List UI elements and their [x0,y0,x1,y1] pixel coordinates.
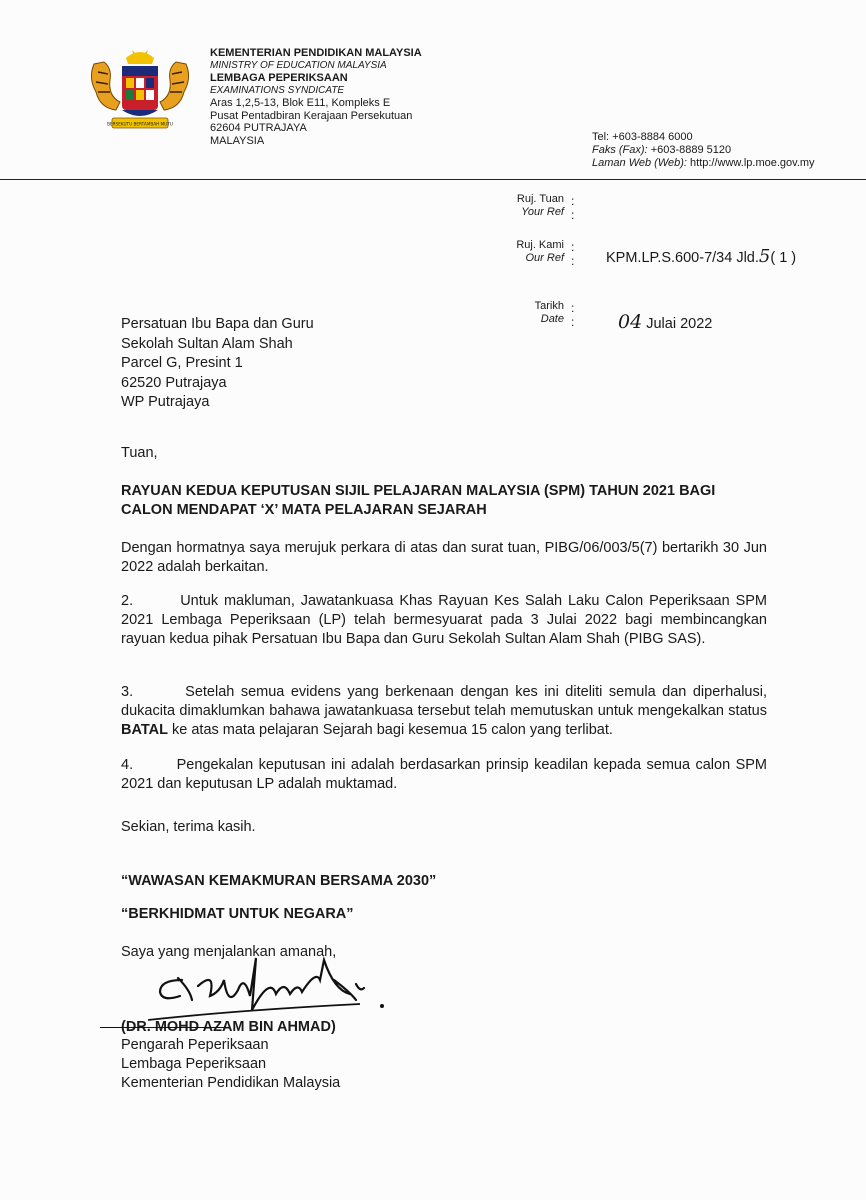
address-line: Pusat Pentadbiran Kerajaan Persekutuan [210,109,413,122]
website-url[interactable]: http://www.lp.moe.gov.my [690,157,815,169]
recipient-line: 62520 Putrajaya [121,374,227,391]
website-line [592,157,815,170]
svg-text:BERSEKUTU BERTAMBAH MUTU: BERSEKUTU BERTAMBAH MUTU [107,121,173,127]
recipient-line: Sekolah Sultan Alam Shah [121,335,293,352]
colon: : [571,301,575,315]
your-ref-label-ms: Ruj. Tuan [516,193,564,205]
paragraph-text: ke atas mata pelajaran Sejarah bagi kesemua 15 calon yang terlibat. [167,722,613,738]
recipient-line: Parcel G, Presint 1 [121,355,243,371]
our-ref-handwritten: 5 [758,246,771,267]
subject-heading [121,482,781,520]
address-line: 62604 PUTRAJAYA [210,122,307,134]
paragraph-number: 3. [121,684,134,700]
signatory-ministry: Kementerian Pendidikan Malaysia [121,1075,341,1091]
our-ref-label-en: Our Ref [525,252,564,264]
paragraph-2 [121,592,767,649]
paragraph-1: Dengan hormatnya saya merujuk perkara di atas dan surat tuan, PIBG/06/003/5(7) bertarikh 30 Jun 2022 adalah berkaitan. [121,540,767,575]
our-ref-label-ms: Ruj. Kami [516,239,564,251]
signatory-board: Lembaga Peperiksaan [121,1056,267,1072]
address-line: Aras 1,2,5-13, Blok E11, Kompleks E [210,97,391,109]
subject-line: RAYUAN KEDUA KEPUTUSAN SIJIL PELAJARAN MALAYSIA (SPM) TAHUN 2021 BAGI [121,483,716,499]
colon: : [571,194,575,208]
board-name-en: EXAMINATIONS SYNDICATE [210,84,345,96]
board-name: LEMBAGA PEPERIKSAAN [210,72,348,84]
status-batal: BATAL [121,722,168,738]
paragraph-text: Setelah semua evidens yang berkenaan dengan kes ini diteliti semula dan diperhalusi, dukacita dimaklumkan bahawa jawatankuasa tersebut telah memutuskan untuk mengekalkan status [121,684,767,719]
recipient-line: WP Putrajaya [121,394,210,410]
motto-wawasan: “WAWASAN KEMAKMURAN BERSAMA 2030” [121,873,437,889]
salutation: Tuan, [121,445,158,461]
signatory-name: (DR. MOHD AZAM BIN AHMAD) [121,1019,336,1035]
address-line: MALAYSIA [210,134,265,147]
date-day-handwritten: 04 [618,311,643,333]
date-label [498,300,564,326]
fax-number: +603-8889 5120 [650,144,732,156]
fax-line [592,144,815,157]
our-ref-number: KPM.LP.S.600-7/34 Jld. [606,250,759,266]
colon: : [571,315,575,329]
paragraph-text: Untuk makluman, Jawatankuasa Khas Rayuan Kes Salah Laku Calon Peperiksaan SPM 2021 Lembaga Peperiksaan (LP) telah bermesyuarat pada 3 Julai 2022 bagi membincangkan rayuan kedua pihak Persatuan Ibu Bapa dan Guru Sekolah Sultan Alam Shah (PIBG SAS). [121,593,767,647]
signatory-title: Pengarah Peperiksaan [121,1037,269,1053]
fax-label: Faks (Fax): [592,144,648,156]
colon: : [571,240,575,254]
telephone: Tel: +603-8884 6000 [592,131,693,143]
organisation-header [210,47,422,147]
paragraph-4 [121,756,767,794]
ministry-name: KEMENTERIAN PENDIDIKAN MALAYSIA [210,47,422,59]
signature-strike [100,1027,226,1028]
colon: : [571,208,575,222]
our-ref-suffix: ( 1 ) [770,250,797,266]
closing: Sekian, terima kasih. [121,819,256,835]
date-label-ms: Tarikh [534,300,564,312]
paragraph-number: 4. [121,757,134,773]
website-label: Laman Web (Web): [592,157,687,169]
date-value [618,311,712,333]
date-label-en: Date [540,313,564,325]
paragraph-number: 2. [121,593,134,609]
paragraph-text: Pengekalan keputusan ini adalah berdasarkan prinsip keadilan kepada semua calon SPM 2021 dan keputusan LP adalah muktamad. [121,757,767,792]
your-ref-label-en: Your Ref [521,206,564,218]
ministry-name-en: MINISTRY OF EDUCATION MALAYSIA [210,59,387,71]
motto-berkhidmat: “BERKHIDMAT UNTUK NEGARA” [121,906,354,922]
coat-of-arms-crest [86,48,194,134]
your-ref-label [498,193,564,219]
sign-intro: Saya yang menjalankan amanah, [121,944,337,960]
our-ref-value [606,246,796,267]
colon: : [571,254,575,268]
our-ref-label [498,239,564,265]
contact-block [592,131,815,170]
recipient-address [121,315,314,413]
paragraph-3 [121,683,767,740]
subject-line: CALON MENDAPAT ‘X’ MATA PELAJARAN SEJARAH [121,502,487,518]
recipient-line: Persatuan Ibu Bapa dan Guru [121,316,314,332]
date-month-year: Julai 2022 [646,316,713,332]
header-divider [0,179,866,180]
